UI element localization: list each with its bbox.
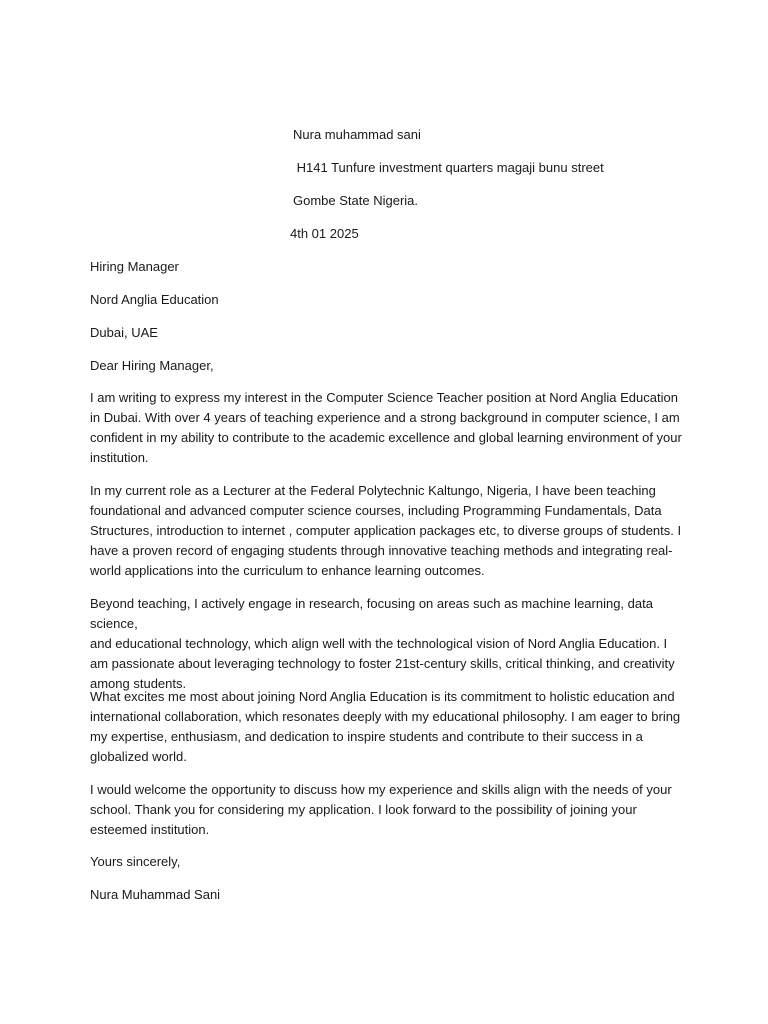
letter-date: 4th 01 2025 [290,226,359,241]
recipient-title: Hiring Manager [90,259,179,274]
recipient-organization: Nord Anglia Education [90,292,219,307]
body-paragraph-1: I am writing to express my interest in the Computer Science Teacher position at Nord Anglia Education in Dubai. With over 4 years of teaching experience and a strong background in computer science, I am confident in my ability to contribute to the academic excellence and global learning environment of your institution. [90,390,682,465]
body-paragraph-2: In my current role as a Lecturer at the Federal Polytechnic Kaltungo, Nigeria, I have been teaching foundational and advanced computer science courses, including Programming Fundamentals, Data Structures, introduction to internet , computer application packages etc, to diverse groups of students. I have a proven record of engaging students through innovative teaching methods and integrating real- world applications into the curriculum to enhance learning outcomes. [90,483,682,578]
sender-name: Nura muhammad sani [293,127,421,142]
sender-address-line1: H141 Tunfure investment quarters magaji bunu street [293,160,604,175]
body-paragraph-4: What excites me most about joining Nord Anglia Education is its commitment to holistic education and international collaboration, which resonates deeply with my educational philosophy. I am eager to bring my expertise, enthusiasm, and dedication to inspire students and contribute to their success in a globalized world. [90,689,681,764]
salutation: Dear Hiring Manager, [90,358,214,373]
sender-address-line2: Gombe State Nigeria. [293,193,419,208]
signature-name: Nura Muhammad Sani [90,887,221,902]
body-paragraph-3: Beyond teaching, I actively engage in research, focusing on areas such as machine learning, data science, and educational technology, which align well with the technological vision of Nord Anglia Education. I am passionate about leveraging technology to foster 21st-century skills, critical thinking, and creativity among students. [90,596,675,691]
body-paragraph-5: I would welcome the opportunity to discuss how my experience and skills align with the needs of your school. Thank you for considering my application. I look forward to the possibility of joining your esteemed institution. [90,782,672,837]
recipient-location: Dubai, UAE [90,325,158,340]
closing: Yours sincerely, [90,854,181,869]
